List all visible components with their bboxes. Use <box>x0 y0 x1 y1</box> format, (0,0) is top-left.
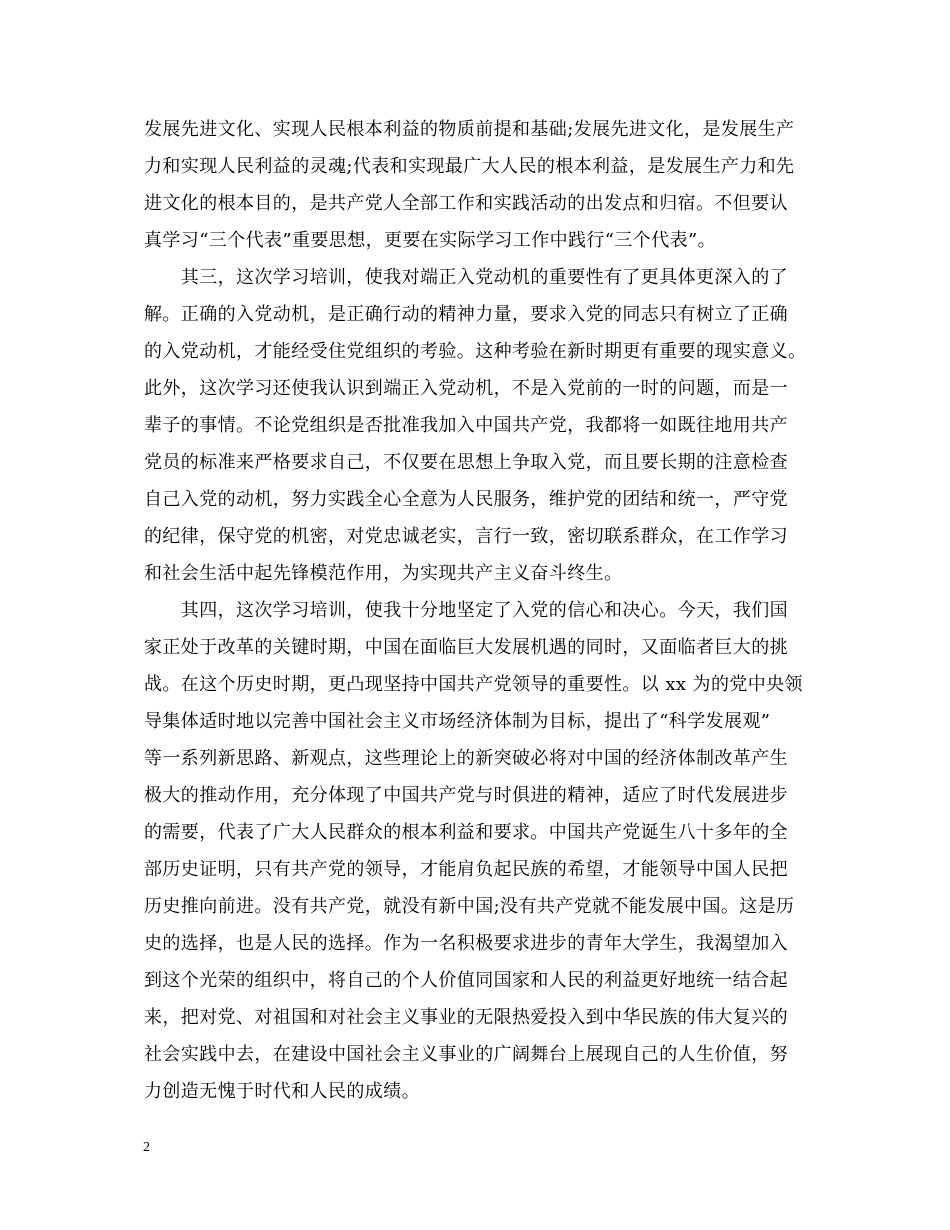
text-line: 真学习“三个代表”重要思想，更要在实际学习工作中践行“三个代表”。 <box>144 230 717 251</box>
text-line: 的需要，代表了广大人民群众的根本利益和要求。中国共产党诞生八十多年的全 <box>144 822 788 843</box>
text-line: 等一系列新思路、新观点，这些理论上的新突破必将对中国的经济体制改革产生 <box>144 748 788 769</box>
text-line: 党员的标准来严格要求自己，不仅要在思想上争取入党，而且要长期的注意检查 <box>144 452 788 473</box>
page-number: 2 <box>143 1140 150 1155</box>
text-line: 发展先进文化、实现人民根本利益的物质前提和基础;发展先进文化，是发展生产 <box>144 119 795 140</box>
text-line: 社会实践中去，在建设中国社会主义事业的广阔舞台上展现自己的人生价值，努 <box>144 1044 788 1065</box>
text-line: 此外，这次学习还使我认识到端正入党动机，不是入党前的一时的问题，而是一 <box>144 378 788 399</box>
text-line: 进文化的根本目的，是共产党人全部工作和实践活动的出发点和归宿。不但要认 <box>144 193 788 214</box>
text-line: 力创造无愧于时代和人民的成绩。 <box>144 1081 420 1102</box>
text-line: 史的选择，也是人民的选择。作为一名积极要求进步的青年大学生，我渴望加入 <box>144 933 788 954</box>
text-line: 历史推向前进。没有共产党，就没有新中国;没有共产党就不能发展中国。这是历 <box>144 896 795 917</box>
text-line: 的纪律，保守党的机密，对党忠诚老实，言行一致，密切联系群众，在工作学习 <box>144 526 788 547</box>
text-line: 部历史证明，只有共产党的领导，才能肩负起民族的希望，才能领导中国人民把 <box>144 859 788 880</box>
text-line: 来，把对党、对祖国和对社会主义事业的无限热爱投入到中华民族的伟大复兴的 <box>144 1007 788 1028</box>
text-line: 辈子的事情。不论党组织是否批准我加入中国共产党，我都将一如既往地用共产 <box>144 415 788 436</box>
text-line: 战。在这个历史时期，更凸现坚持中国共产党领导的重要性。以 xx 为的党中央领 <box>144 674 803 695</box>
text-line: 其四，这次学习培训，使我十分地坚定了入党的信心和决心。今天，我们国 <box>144 600 788 621</box>
text-line: 其三，这次学习培训，使我对端正入党动机的重要性有了更具体更深入的了 <box>144 267 788 288</box>
text-line: 自己入党的动机，努力实践全心全意为人民服务，维护党的团结和统一，严守党 <box>144 489 788 510</box>
text-line: 到这个光荣的组织中，将自己的个人价值同国家和人民的利益更好地统一结合起 <box>144 970 788 991</box>
text-line: 家正处于改革的关键时期，中国在面临巨大发展机遇的同时，又面临者巨大的挑 <box>144 637 788 658</box>
text-line: 解。正确的入党动机，是正确行动的精神力量，要求入党的同志只有树立了正确 <box>144 304 788 325</box>
text-line: 极大的推动作用，充分体现了中国共产党与时俱进的精神，适应了时代发展进步 <box>144 785 788 806</box>
text-line: 力和实现人民利益的灵魂;代表和实现最广大人民的根本利益，是发展生产力和先 <box>144 156 795 177</box>
text-line: 导集体适时地以完善中国社会主义市场经济体制为目标，提出了“科学发展观” <box>144 711 771 732</box>
text-line: 的入党动机，才能经受住党组织的考验。这种考验在新时期更有重要的现实意义。 <box>144 341 807 362</box>
text-line: 和社会生活中起先锋模范作用，为实现共产主义奋斗终生。 <box>144 563 623 584</box>
